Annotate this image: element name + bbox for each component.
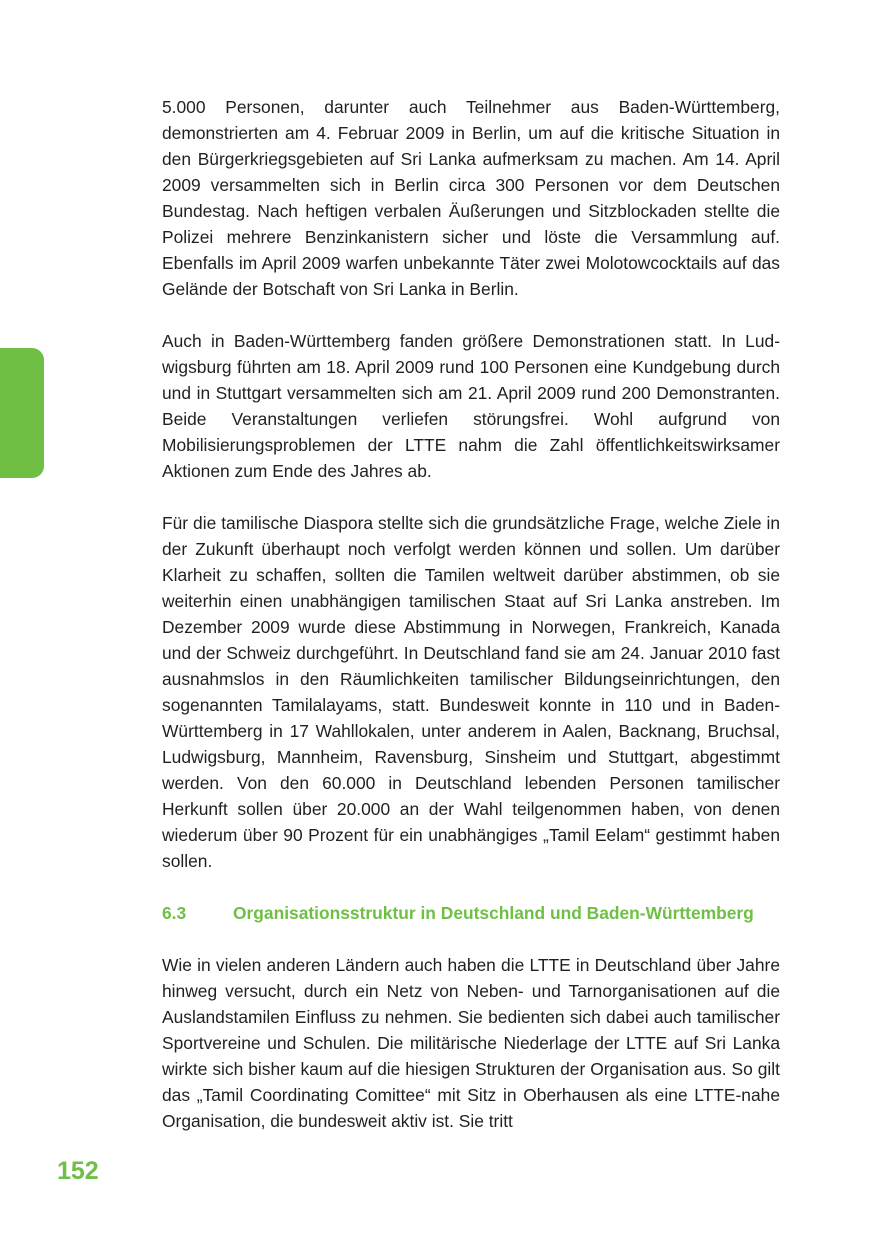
paragraph-3: Für die tamilische Diaspora stellte sich die grundsätzliche Frage, welche Ziele in der Zukunft überhaupt noch verfolgt werden können und sollen. Um darüber Klarheit zu schaffen, sollten die Tamilen weltweit darüber abstimmen, ob sie weiterhin einen unabhängigen tamilischen Staat auf Sri Lanka anstreben. Im Dezember 2009 wurde diese Abstimmung in Norwegen, Frankreich, Kanada und der Schweiz durchgeführt. In Deutschland fand sie am 24. Januar 2010 fast ausnahmslos in den Räumlichkeiten tamilischer Bildungseinrichtungen, den sogenannten Tamilalayams, statt. Bundesweit konnte in 110 und in Baden-Württemberg in 17 Wahllokalen, unter anderem in Aalen, Backnang, Bruchsal, Ludwigsburg, Mannheim, Ravensburg, Sinsheim und Stuttgart, abgestimmt werden. Von den 60.000 in Deutschland lebenden Personen tamilischer Herkunft sollen über 20.000 an der Wahl teilgenommen haben, von denen wiederum über 90 Prozent für ein unabhängiges „Tamil Eelam“ gestimmt haben sollen. [162, 513, 780, 871]
paragraph-2: Auch in Baden-Württemberg fanden größere Demonstrationen statt. In Ludwigsburg führten am 18. April 2009 rund 100 Personen eine Kundgebung durch und in Stuttgart versammelten sich am 21. April 2009 rund 200 Demonstranten. Beide Veranstaltungen verliefen störungsfrei. Wohl aufgrund von Mobilisierungsproblemen der LTTE nahm die Zahl öffentlichkeitswirksamer Aktionen zum Ende des Jahres ab. [162, 331, 780, 481]
page-body [162, 94, 780, 1160]
chapter-side-tab [0, 348, 44, 478]
section-title: Organisationsstruktur in Deutschland und Baden-Württemberg [233, 903, 754, 923]
paragraph-1: 5.000 Personen, darunter auch Teilnehmer aus Baden-Württemberg, demonstrierten am 4. Februar 2009 in Berlin, um auf die kritische Situation in den Bürgerkriegsgebieten auf Sri Lanka aufmerksam zu machen. Am 14. April 2009 versammelten sich in Berlin circa 300 Personen vor dem Deutschen Bundestag. Nach heftigen verbalen Äußerungen und Sitzblockaden stellte die Polizei mehrere Benzinkanistern sicher und löste die Versammlung auf. Ebenfalls im April 2009 warfen unbekannte Täter zwei Molotowcocktails auf das Gelände der Botschaft von Sri Lanka in Berlin. [162, 97, 780, 299]
paragraph-4: Wie in vielen anderen Ländern auch haben die LTTE in Deutschland über Jahre hinweg versucht, durch ein Netz von Neben- und Tarnorganisationen auf die Auslandstamilen Einfluss zu nehmen. Sie bedienten sich dabei auch tamilischer Sportvereine und Schulen. Die militärische Niederlage der LTTE auf Sri Lanka wirkte sich bisher kaum auf die hiesigen Strukturen der Organisation aus. So gilt das „Tamil Coordinating Comittee“ mit Sitz in Oberhausen als eine LTTE-nahe Organisation, die bundesweit aktiv ist. Sie tritt [162, 955, 780, 1131]
section-heading [162, 900, 780, 926]
page-number: 152 [57, 1157, 99, 1185]
section-number: 6.3 [162, 903, 187, 923]
